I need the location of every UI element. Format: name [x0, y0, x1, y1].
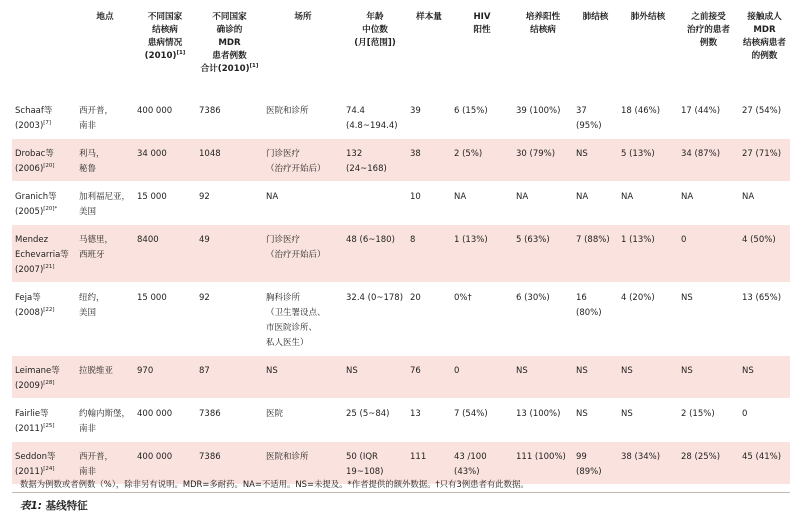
table-cell: 0 — [451, 355, 513, 398]
caption-title: 基线特征 — [45, 500, 88, 512]
table-cell: 20 — [407, 282, 451, 355]
table-caption — [20, 498, 88, 513]
table-cell: 30 (79%) — [513, 138, 573, 181]
header-cell — [618, 8, 678, 95]
study-cell — [12, 398, 76, 441]
table-cell: 7386 — [196, 398, 263, 441]
table-cell: 15 000 — [134, 181, 196, 224]
study-reference: [24] — [43, 465, 55, 472]
table-cell: NS — [678, 355, 739, 398]
header-text: 样本量 — [416, 12, 442, 22]
study-reference: [21] — [43, 263, 55, 270]
header-text: 肺结核 — [582, 12, 609, 22]
table-cell: 48 (6~180) — [343, 224, 407, 282]
table-cell: NA — [573, 181, 618, 224]
study-reference: [28] — [43, 379, 55, 386]
table-cell: 76 — [407, 355, 451, 398]
table-cell: 39 (100%) — [513, 95, 573, 138]
study-name: Fairlie等 (2011) — [15, 408, 49, 434]
table-cell: 28 (25%) — [678, 441, 739, 484]
study-cell — [12, 355, 76, 398]
study-cell — [12, 181, 76, 224]
header-text: 年龄 中位数 (月[范围]) — [354, 12, 396, 48]
study-name: Feja等 (2008) — [15, 292, 44, 318]
table-cell: 27 (54%) — [739, 95, 790, 138]
header-text: HIV 阳性 — [473, 12, 491, 35]
header-text: 场所 — [294, 12, 312, 22]
table-cell: 4 (20%) — [618, 282, 678, 355]
table-cell: NS — [678, 282, 739, 355]
table-cell: 6 (15%) — [451, 95, 513, 138]
table-cell: NS — [618, 398, 678, 441]
table-cell: NS — [573, 355, 618, 398]
table-cell: 16 (80%) — [573, 282, 618, 355]
table-cell: NS — [573, 398, 618, 441]
table-cell: 45 (41%) — [739, 441, 790, 484]
header-reference: [1] — [249, 63, 259, 70]
table-cell: 25 (5~84) — [343, 398, 407, 441]
table-row — [12, 95, 790, 138]
table-cell: 1 (13%) — [618, 224, 678, 282]
table-cell: 0 — [739, 398, 790, 441]
header-row — [12, 8, 790, 95]
table-cell: 拉脱维亚 — [76, 355, 134, 398]
table-cell: 8400 — [134, 224, 196, 282]
table-cell: 92 — [196, 181, 263, 224]
table-cell: 5 (13%) — [618, 138, 678, 181]
table-cell: 0%† — [451, 282, 513, 355]
table-cell: 门诊医疗 （治疗开始后） — [263, 224, 343, 282]
table-cell: NS — [513, 355, 573, 398]
table-cell: 43 /100 (43%) — [451, 441, 513, 484]
header-cell — [134, 8, 196, 95]
table-footnote: 数据为例数或者例数（%），除非另有说明。MDR=多耐药。NA=不适用。NS=未提及。*作者提供的额外数据。†只有3例患者有此数据。 — [20, 479, 529, 489]
table-cell: 1 (13%) — [451, 224, 513, 282]
table-cell: 0 — [678, 224, 739, 282]
table-cell: 34 000 — [134, 138, 196, 181]
table-cell: NA — [513, 181, 573, 224]
header-cell — [678, 8, 739, 95]
baseline-characteristics-table — [12, 8, 790, 484]
header-cell — [76, 8, 134, 95]
table-cell: 50 (IQR 19~108) — [343, 441, 407, 484]
caption-label: 表1: — [20, 500, 43, 512]
header-text: 不同国家 确诊的 MDR 患者例数 合计(2010) — [200, 12, 250, 74]
table-cell: 医院和诊所 — [263, 441, 343, 484]
study-cell — [12, 282, 76, 355]
table-cell: 17 (44%) — [678, 95, 739, 138]
table-cell: 39 — [407, 95, 451, 138]
table-cell: 32.4 (0~178) — [343, 282, 407, 355]
table-cell: NS — [573, 138, 618, 181]
table-cell — [343, 181, 407, 224]
header-cell — [573, 8, 618, 95]
study-name: Seddon等 (2011) — [15, 451, 56, 477]
header-text: 培养阳性 结核病 — [525, 12, 561, 35]
table-cell: 西开普， 南非 — [76, 95, 134, 138]
table-cell: 西开普， 南非 — [76, 441, 134, 484]
table-cell: 400 000 — [134, 398, 196, 441]
table-cell: 5 (63%) — [513, 224, 573, 282]
table-cell: NA — [263, 181, 343, 224]
header-cell — [739, 8, 790, 95]
table-cell: 门诊医疗 （治疗开始后） — [263, 138, 343, 181]
table-cell: 7386 — [196, 441, 263, 484]
header-text: 之前接受 治疗的患者 例数 — [687, 12, 730, 48]
study-name: Leimane等 (2009) — [15, 365, 60, 391]
table-cell: 13 (100%) — [513, 398, 573, 441]
table-cell: 2 (5%) — [451, 138, 513, 181]
table-body — [12, 95, 790, 484]
table-cell: 8 — [407, 224, 451, 282]
study-name: Schaaf等 (2003) — [15, 105, 53, 131]
table-cell: NA — [678, 181, 739, 224]
table-row — [12, 138, 790, 181]
header-cell — [263, 8, 343, 95]
study-reference: [7] — [43, 119, 52, 126]
table-cell: 7 (88%) — [573, 224, 618, 282]
table-cell: 13 (65%) — [739, 282, 790, 355]
table-cell: 4 (50%) — [739, 224, 790, 282]
table-row — [12, 181, 790, 224]
table-cell: 37 (95%) — [573, 95, 618, 138]
table-cell: 13 — [407, 398, 451, 441]
table-cell: 111 (100%) — [513, 441, 573, 484]
header-cell — [451, 8, 513, 95]
header-text: 接触成人 MDR 结核病患者 的例数 — [743, 12, 786, 61]
table-cell: NS — [618, 355, 678, 398]
table-cell: NS — [263, 355, 343, 398]
table-cell: 15 000 — [134, 282, 196, 355]
table-cell: 38 — [407, 138, 451, 181]
header-cell — [513, 8, 573, 95]
table-cell: 49 — [196, 224, 263, 282]
table-cell: NS — [343, 355, 407, 398]
table-cell: 92 — [196, 282, 263, 355]
table-cell: NS — [739, 355, 790, 398]
study-name: Mendez Echevarria等 (2007) — [15, 234, 69, 275]
study-name: Drobac等 (2006) — [15, 148, 54, 174]
study-reference: [20]* — [43, 205, 58, 212]
table-cell: 7386 — [196, 95, 263, 138]
table-cell: 400 000 — [134, 95, 196, 138]
table-cell: 纽约， 美国 — [76, 282, 134, 355]
table-cell: NA — [451, 181, 513, 224]
table-cell: 6 (30%) — [513, 282, 573, 355]
study-reference: [20] — [43, 162, 55, 169]
header-text: 地点 — [96, 12, 114, 22]
table-cell: 111 — [407, 441, 451, 484]
study-reference: [22] — [43, 306, 55, 313]
table-cell: 2 (15%) — [678, 398, 739, 441]
table-row — [12, 355, 790, 398]
table-cell: 99 (89%) — [573, 441, 618, 484]
table-cell: NA — [618, 181, 678, 224]
table-cell: 74.4 (4.8~194.4) — [343, 95, 407, 138]
table-cell: 利马， 秘鲁 — [76, 138, 134, 181]
table-cell: 7 (54%) — [451, 398, 513, 441]
table-cell: 970 — [134, 355, 196, 398]
study-cell — [12, 138, 76, 181]
table-row — [12, 398, 790, 441]
study-reference: [25] — [43, 422, 55, 429]
table-row — [12, 224, 790, 282]
header-cell — [407, 8, 451, 95]
table-cell: 27 (71%) — [739, 138, 790, 181]
table-cell: 400 000 — [134, 441, 196, 484]
study-name: Granich等 (2005) — [15, 191, 57, 217]
study-cell — [12, 95, 76, 138]
header-reference: [1] — [176, 50, 186, 57]
table-cell: 132 (24~168) — [343, 138, 407, 181]
table-cell: 38 (34%) — [618, 441, 678, 484]
table-cell: 约翰内斯堡， 南非 — [76, 398, 134, 441]
table-cell: 马德里， 西班牙 — [76, 224, 134, 282]
table-cell: 10 — [407, 181, 451, 224]
table-cell: 医院 — [263, 398, 343, 441]
table-cell: 胸科诊所 （卫生署设点、 市医院诊所、 私人医生） — [263, 282, 343, 355]
table-cell: NA — [739, 181, 790, 224]
study-cell — [12, 224, 76, 282]
table-cell: 医院和诊所 — [263, 95, 343, 138]
footnote-divider — [12, 492, 790, 493]
header-study — [12, 8, 76, 95]
header-text: 肺外结核 — [630, 12, 666, 22]
table-cell: 87 — [196, 355, 263, 398]
table-cell: 1048 — [196, 138, 263, 181]
header-text: 不同国家 结核病 患病情况 (2010) — [144, 12, 183, 61]
table-cell: 加利福尼亚， 美国 — [76, 181, 134, 224]
table-cell: 18 (46%) — [618, 95, 678, 138]
header-cell — [196, 8, 263, 95]
table-row — [12, 282, 790, 355]
header-cell — [343, 8, 407, 95]
table-cell: 34 (87%) — [678, 138, 739, 181]
